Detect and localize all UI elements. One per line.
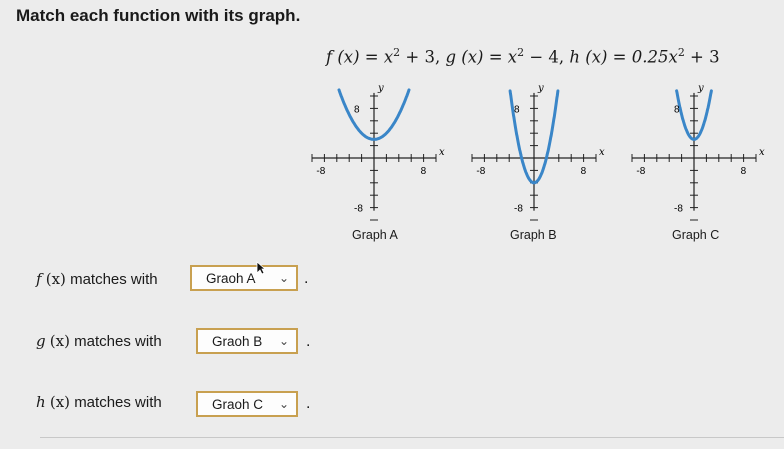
match-row-f <box>36 270 158 288</box>
tick-label-top: 8 <box>674 104 680 116</box>
match-g-text: matches with <box>74 333 162 350</box>
tick-label-left: -8 <box>316 166 326 177</box>
match-g-period: . <box>306 333 311 350</box>
x-axis-label: x <box>759 147 765 158</box>
graph-a-caption: Graph A <box>352 228 398 242</box>
match-g-selected: Graoh B <box>212 334 263 349</box>
match-g-fn: g <box>36 332 46 350</box>
formula-h-exp: 2 <box>677 46 685 59</box>
match-row-h <box>36 393 162 411</box>
function-definitions <box>326 46 720 67</box>
tick-label-right: 8 <box>420 166 427 177</box>
y-axis-label: y <box>538 82 544 94</box>
graph-b <box>472 82 605 226</box>
chevron-down-icon: ⌄ <box>278 397 289 411</box>
instruction-text: Match each function with its graph. <box>16 6 301 25</box>
formula-h: h (x) = 0.25x <box>569 47 678 67</box>
tick-label-bottom: -8 <box>674 203 683 215</box>
chevron-down-icon: ⌄ <box>278 334 289 348</box>
formula-g-tail: − 4, <box>524 47 570 67</box>
formula-f-tail: + 3, <box>400 47 446 67</box>
graph-a <box>312 82 445 226</box>
tick-label-left: -8 <box>636 166 646 177</box>
match-row-g <box>36 332 162 350</box>
match-h-text: matches with <box>74 394 162 411</box>
formula-h-tail: + 3 <box>684 47 720 67</box>
match-f-period: . <box>304 270 309 287</box>
match-f-fn: f <box>36 270 42 288</box>
match-h-period: . <box>306 395 311 412</box>
mouse-cursor-icon <box>256 261 266 280</box>
chevron-down-icon: ⌄ <box>278 271 289 285</box>
graph-c <box>632 82 772 226</box>
tick-label-bottom: -8 <box>514 203 523 215</box>
bottom-divider <box>40 437 784 438</box>
match-f-select[interactable] <box>190 265 298 291</box>
graph-c-caption: Graph C <box>672 228 720 242</box>
tick-label-right: 8 <box>740 166 747 177</box>
y-axis-label: y <box>378 82 384 94</box>
match-h-selected: Graoh C <box>212 397 264 412</box>
graph-a-plot <box>312 82 445 226</box>
match-h-arg: (x) <box>49 393 71 411</box>
x-axis-label: x <box>599 147 605 158</box>
formula-f-exp: 2 <box>393 46 401 59</box>
graph-b-plot <box>472 82 605 226</box>
formula-g-exp: 2 <box>517 46 525 59</box>
match-f-text: matches with <box>70 271 158 288</box>
match-g-select[interactable] <box>196 328 298 354</box>
tick-label-left: -8 <box>476 166 486 177</box>
graph-c-plot <box>632 82 772 226</box>
graph-b-caption: Graph B <box>510 228 557 242</box>
tick-label-right: 8 <box>580 166 587 177</box>
tick-label-bottom: -8 <box>354 203 363 215</box>
match-f-arg: (x) <box>45 270 66 288</box>
match-f-selected: Graoh A <box>206 271 256 286</box>
formula-f: f (x) = x <box>326 47 394 67</box>
x-axis-label: x <box>439 147 445 158</box>
match-h-fn: h <box>36 393 46 411</box>
tick-label-top: 8 <box>354 104 360 116</box>
match-g-arg: (x) <box>49 332 70 350</box>
match-h-select[interactable] <box>196 391 298 417</box>
y-axis-label: y <box>698 82 704 94</box>
tick-label-top: 8 <box>514 104 520 116</box>
formula-g: g (x) = x <box>445 47 518 67</box>
